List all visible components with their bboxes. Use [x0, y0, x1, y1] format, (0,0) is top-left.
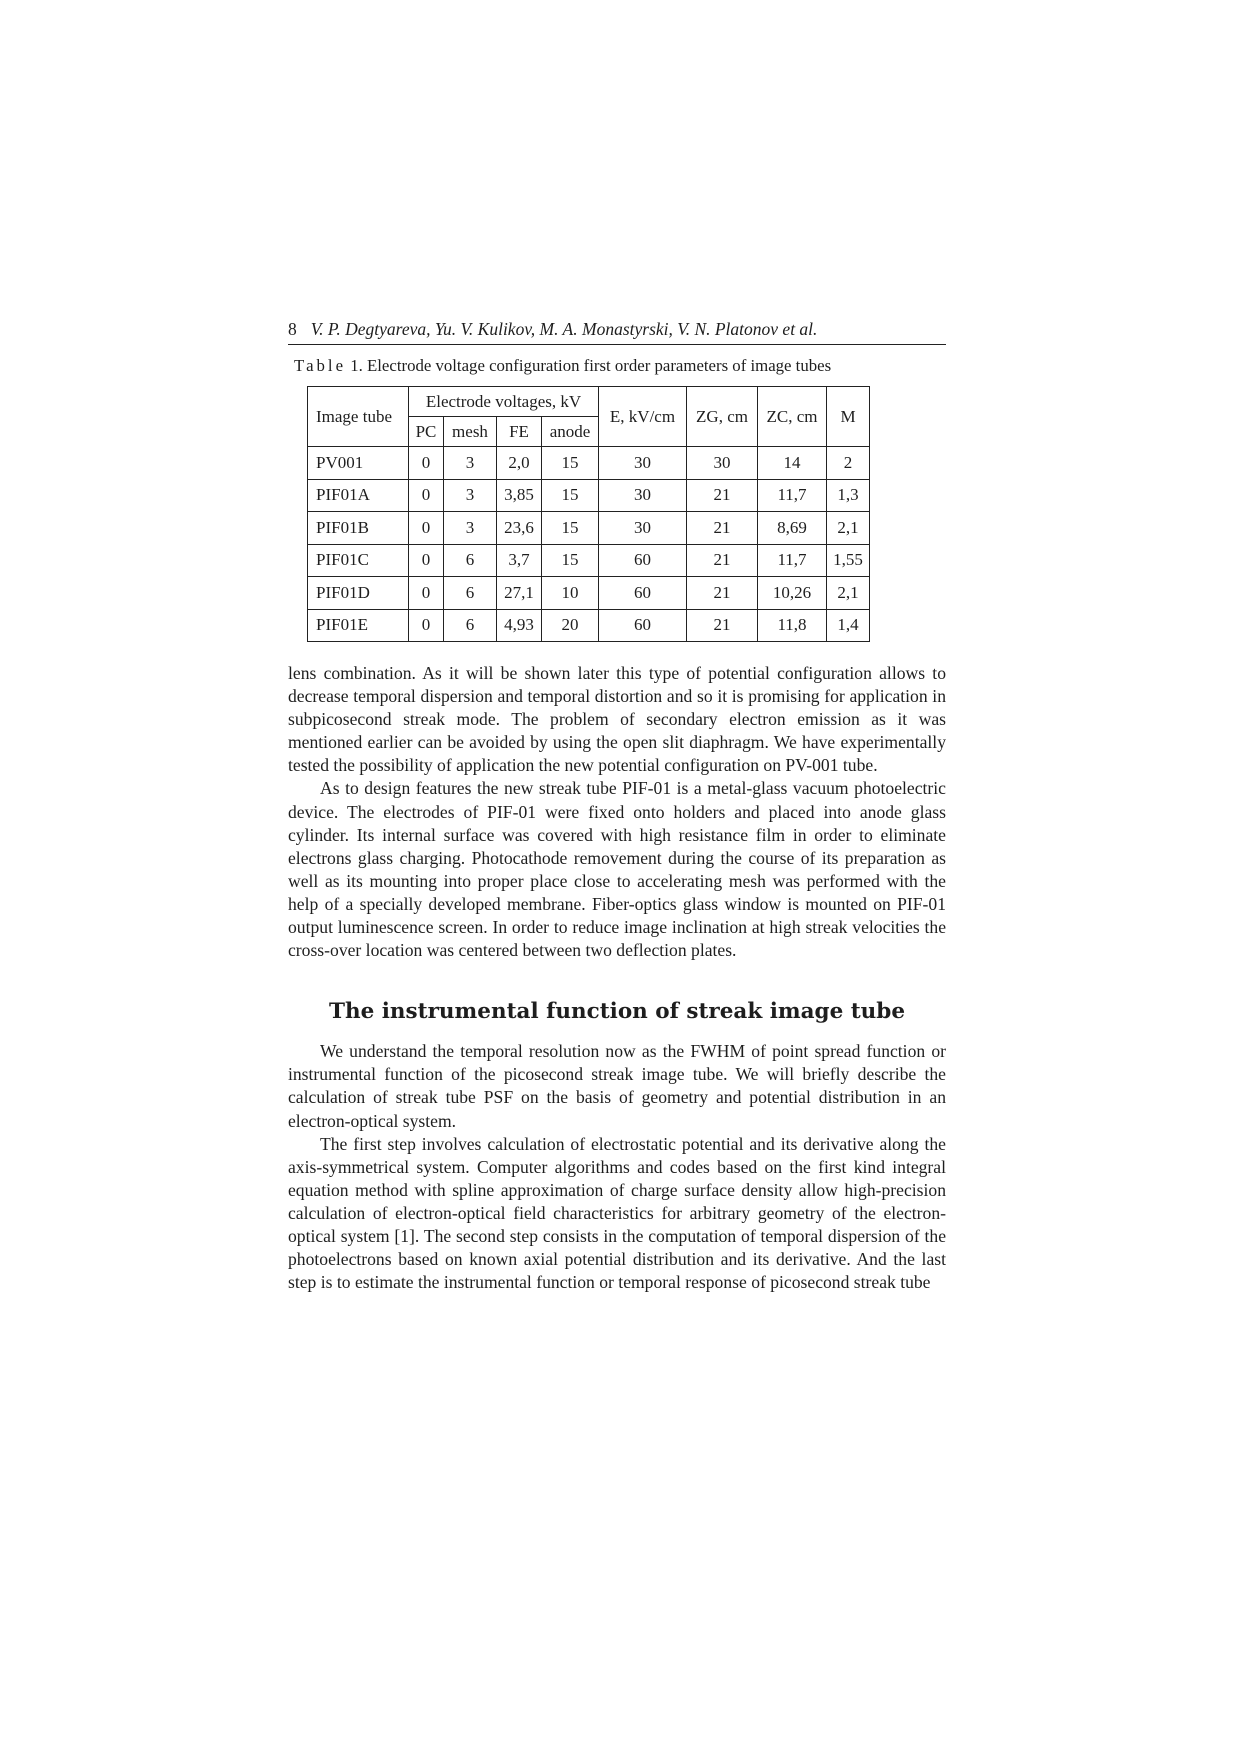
cell-tube: PIF01A	[308, 479, 409, 512]
paragraph-calculation-steps: The first step involves calculation of electrostatic potential and its derivative along the axis-symmetrical system. Computer algorithms and codes based on the first kind integral equation method with spline approximation of charge surface density allow high-precision calculation of electron-optical field characteristics for arbitrary geometry of the electron-optical system [1]. The second step consists in the computation of temporal dispersion of the photoelectrons based on known axial potential distribution and its derivative. And the last step is to estimate the instrumental function or temporal response of picosecond streak tube	[288, 1133, 946, 1293]
page-number: 8	[288, 319, 297, 339]
table-header-row	[308, 387, 870, 417]
cell-pc: 0	[409, 479, 444, 512]
cell-pc: 0	[409, 609, 444, 642]
header-zg: ZG, cm	[687, 387, 758, 447]
cell-anode: 15	[542, 512, 599, 545]
cell-fe: 2,0	[497, 447, 542, 480]
header-image-tube: Image tube	[308, 387, 409, 447]
cell-zg: 21	[687, 479, 758, 512]
cell-anode: 15	[542, 447, 599, 480]
table-row	[308, 479, 870, 512]
table-caption-text: 1. Electrode voltage configuration first order parameters of image tubes	[346, 356, 832, 375]
cell-e: 60	[599, 577, 687, 610]
cell-zg: 21	[687, 512, 758, 545]
cell-m: 1,3	[827, 479, 870, 512]
cell-fe: 3,85	[497, 479, 542, 512]
cell-fe: 23,6	[497, 512, 542, 545]
cell-tube: PIF01B	[308, 512, 409, 545]
cell-zg: 21	[687, 544, 758, 577]
table-row	[308, 577, 870, 610]
header-anode: anode	[542, 417, 599, 447]
cell-mesh: 3	[444, 479, 497, 512]
cell-tube: PIF01D	[308, 577, 409, 610]
cell-e: 30	[599, 447, 687, 480]
cell-e: 60	[599, 544, 687, 577]
cell-zg: 21	[687, 577, 758, 610]
cell-zc: 10,26	[758, 577, 827, 610]
cell-tube: PIF01E	[308, 609, 409, 642]
table-caption	[288, 355, 946, 377]
cell-fe: 4,93	[497, 609, 542, 642]
cell-e: 60	[599, 609, 687, 642]
cell-mesh: 6	[444, 544, 497, 577]
header-mesh: mesh	[444, 417, 497, 447]
header-m: M	[827, 387, 870, 447]
cell-pc: 0	[409, 512, 444, 545]
paragraph-temporal-resolution: We understand the temporal resolution now as the FWHM of point spread function or instrumental function of the picosecond streak image tube. We will briefly describe the calculation of streak tube PSF on the basis of geometry and potential distribution in an electron-optical system.	[288, 1041, 946, 1131]
cell-anode: 20	[542, 609, 599, 642]
cell-anode: 15	[542, 479, 599, 512]
cell-mesh: 3	[444, 512, 497, 545]
table-row	[308, 447, 870, 480]
cell-pc: 0	[409, 447, 444, 480]
cell-pc: 0	[409, 577, 444, 610]
section-heading: The instrumental function of streak image tube	[328, 999, 906, 1025]
cell-m: 1,4	[827, 609, 870, 642]
cell-pc: 0	[409, 544, 444, 577]
cell-mesh: 6	[444, 609, 497, 642]
table-caption-label: Table	[294, 356, 347, 375]
cell-mesh: 3	[444, 447, 497, 480]
cell-e: 30	[599, 512, 687, 545]
header-zc: ZC, cm	[758, 387, 827, 447]
cell-m: 2,1	[827, 577, 870, 610]
table-row	[308, 609, 870, 642]
header-electrode-voltages: Electrode voltages, kV	[409, 387, 599, 417]
cell-e: 30	[599, 479, 687, 512]
cell-mesh: 6	[444, 577, 497, 610]
cell-zc: 14	[758, 447, 827, 480]
cell-tube: PIF01C	[308, 544, 409, 577]
header-fe: FE	[497, 417, 542, 447]
cell-zg: 30	[687, 447, 758, 480]
cell-zc: 11,7	[758, 479, 827, 512]
cell-m: 2,1	[827, 512, 870, 545]
table-row	[308, 544, 870, 577]
running-header-authors: V. P. Degtyareva, Yu. V. Kulikov, M. A. Monastyrski, V. N. Platonov et al.	[310, 319, 818, 339]
cell-anode: 15	[542, 544, 599, 577]
cell-m: 1,55	[827, 544, 870, 577]
page-content	[288, 318, 946, 1294]
cell-zc: 11,8	[758, 609, 827, 642]
paragraph-lens-combination: lens combination. As it will be shown later this type of potential configuration allows to decrease temporal dispersion and temporal distortion and so it is promising for application in subpicosecond streak mode. The problem of secondary electron emission as it was mentioned earlier can be avoided by using the open slit diaphragm. We have experimentally tested the possibility of application the new potential configuration on PV-001 tube.	[288, 663, 946, 776]
cell-m: 2	[827, 447, 870, 480]
cell-fe: 3,7	[497, 544, 542, 577]
header-e: E, kV/cm	[599, 387, 687, 447]
cell-zg: 21	[687, 609, 758, 642]
cell-fe: 27,1	[497, 577, 542, 610]
cell-zc: 8,69	[758, 512, 827, 545]
cell-anode: 10	[542, 577, 599, 610]
cell-tube: PV001	[308, 447, 409, 480]
table-row	[308, 512, 870, 545]
paragraph-design-features: As to design features the new streak tube PIF-01 is a metal-glass vacuum photoelectric device. The electrodes of PIF-01 were fixed onto holders and placed into anode glass cylinder. Its internal surface was covered with high resistance film in order to eliminate electrons glass charging. Photocathode removement during the course of its preparation as well as its mounting into proper place close to accelerating mesh was performed with the help of a specially developed membrane. Fiber-optics glass window is mounted on PIF-01 output luminescence screen. In order to reduce image inclination at high streak velocities the cross-over location was centered between two deflection plates.	[288, 778, 946, 961]
header-pc: PC	[409, 417, 444, 447]
running-header	[288, 318, 946, 345]
electrode-voltage-table	[307, 386, 870, 642]
cell-zc: 11,7	[758, 544, 827, 577]
